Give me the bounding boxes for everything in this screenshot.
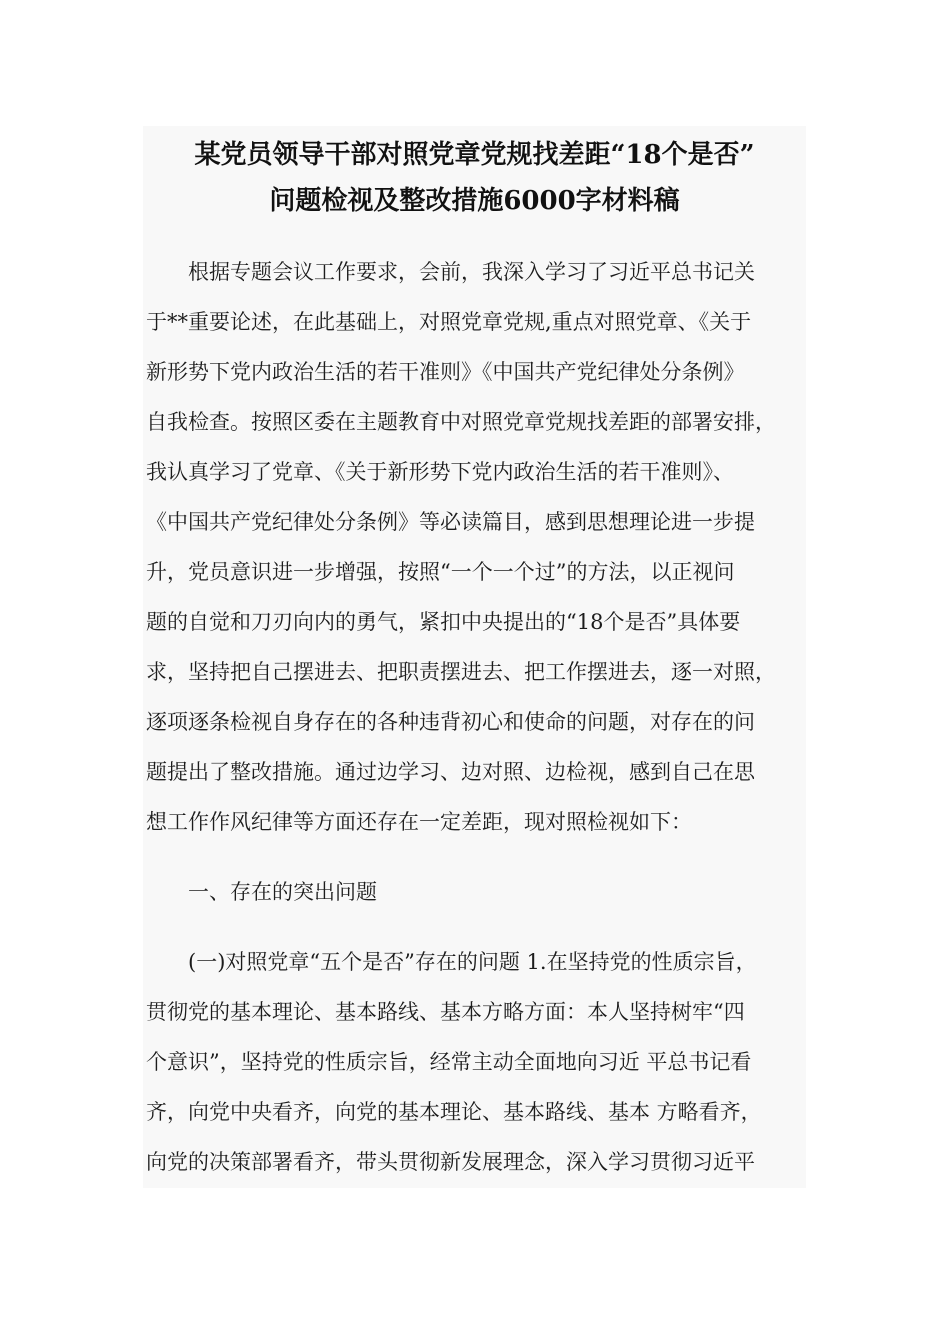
paragraph-1-line: 题的自觉和刀刃向内的勇气，紧扣中央提出的“18个是否”具体要	[146, 610, 741, 634]
document-title-line-1: 某党员领导干部对照党章党规找差距“18个是否”	[194, 140, 755, 170]
paragraph-1-line: 我认真学习了党章、《关于新形势下党内政治生活的若干准则》、	[146, 460, 734, 484]
paragraph-1-line: 题提出了整改措施。通过边学习、边对照、边检视，感到自己在思	[146, 760, 755, 784]
paragraph-1-line: 逐项逐条检视自身存在的各种违背初心和使命的问题，对存在的问	[146, 710, 755, 734]
paragraph-1-line: 《中国共产党纪律处分条例》等必读篇目，感到思想理论进一步提	[146, 510, 755, 534]
paragraph-1-line: 求，坚持把自己摆进去、把职责摆进去、把工作摆进去，逐一对照，	[146, 660, 776, 684]
paragraph-2-line: 齐，向党中央看齐，向党的基本理论、基本路线、基本 方略看齐，	[146, 1100, 762, 1124]
paragraph-1-line: 根据专题会议工作要求，会前，我深入学习了习近平总书记关	[188, 260, 755, 284]
paragraph-2-line: 向党的决策部署看齐，带头贯彻新发展理念，深入学习贯彻习近平	[146, 1150, 755, 1174]
paragraph-1-line: 新形势下党内政治生活的若干准则》《中国共产党纪律处分条例》	[146, 360, 745, 384]
paragraph-2-line: 个意识”，坚持党的性质宗旨，经常主动全面地向习近 平总书记看	[146, 1050, 752, 1074]
paragraph-1-line: 自我检查。按照区委在主题教育中对照党章党规找差距的部署安排，	[146, 410, 776, 434]
document-title-line-2: 问题检视及整改措施6000字材料稿	[269, 186, 680, 216]
paragraph-2-line: 贯彻党的基本理论、基本路线、基本方略方面：本人坚持树牢“四	[146, 1000, 745, 1024]
paragraph-1-line: 想工作作风纪律等方面还存在一定差距，现对照检视如下：	[146, 810, 692, 834]
paragraph-1-line: 升，党员意识进一步增强，按照“一个一个过”的方法，以正视问	[146, 560, 735, 584]
paragraph-1-line: 于**重要论述，在此基础上，对照党章党规,重点对照党章、《关于	[146, 310, 752, 334]
paragraph-2-line: (一)对照党章“五个是否”存在的问题 1.在坚持党的性质宗旨，	[188, 950, 757, 974]
section-heading: 一、存在的突出问题	[188, 880, 377, 904]
document-page	[143, 126, 806, 1188]
